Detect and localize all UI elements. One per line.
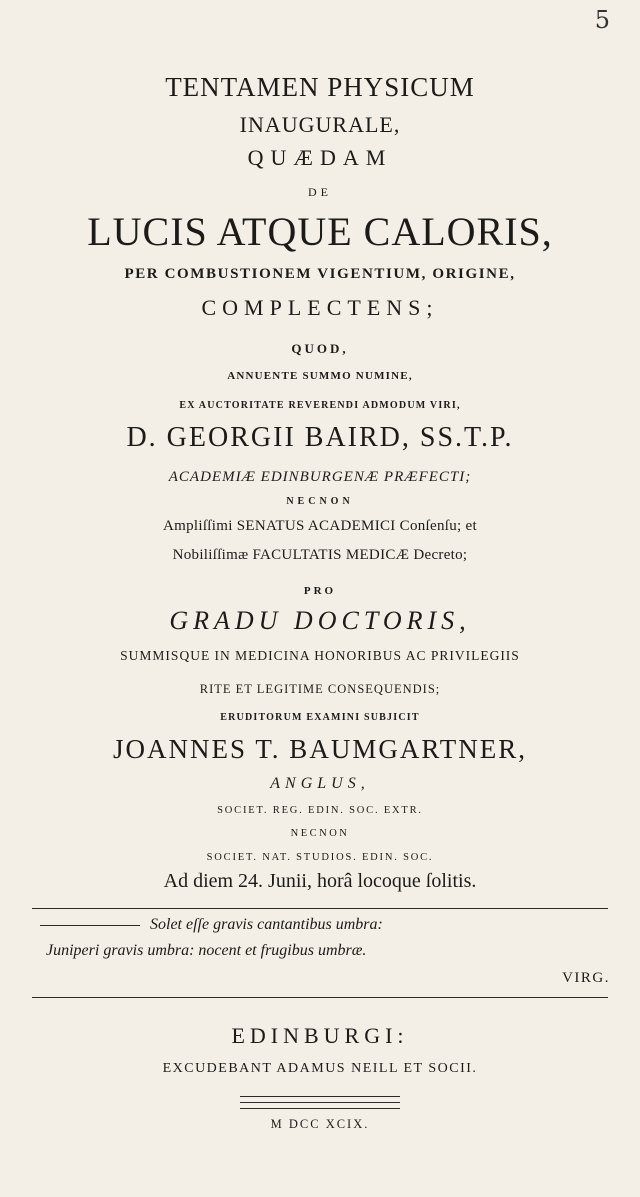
pro-line: PRO: [303, 585, 337, 597]
society-line-1: SOCIET. REG. EDIN. SOC. EXTR.: [217, 805, 423, 816]
imprint-printer: EXCUDEBANT ADAMUS NEILL ET SOCII.: [162, 1061, 478, 1076]
author-nationality: ANGLUS,: [270, 775, 370, 792]
necnon-line-2: NECNON: [290, 828, 350, 839]
top-rule: [32, 908, 608, 909]
auctoritate-line: EX AUCTORITATE REVERENDI ADMODUM VIRI,: [179, 400, 461, 411]
imprint-date: M DCC XCIX.: [270, 1117, 370, 1131]
degree-heading: GRADU DOCTORIS,: [169, 606, 471, 635]
society-line-2: SOCIET. NAT. STUDIOS. EDIN. SOC.: [206, 852, 434, 863]
annuente-line: ANNUENTE SUMMO NUMINE,: [227, 370, 413, 382]
page-number: 5: [594, 6, 610, 34]
quaedam-line: QUÆDAM: [247, 145, 393, 170]
topic-heading: LUCIS ATQUE CALORIS,: [87, 209, 553, 254]
bottom-rule: [32, 997, 608, 998]
thesis-subtitle: INAUGURALE,: [239, 112, 401, 137]
necnon-line-1: NECNON: [286, 496, 354, 507]
senatus-line: Ampliſſimi SENATUS ACADEMICI Conſenſu; et: [163, 518, 477, 534]
epigraph-attribution: VIRG.: [562, 970, 610, 986]
verse-dash: [40, 925, 140, 926]
facultatis-line: Nobiliſſimæ FACULTATIS MEDICÆ Decreto;: [172, 547, 468, 563]
rite-line: RITE ET LEGITIME CONSEQUENDIS;: [199, 682, 441, 696]
topic-subheading: PER COMBUSTIONEM VIGENTIUM, ORIGINE,: [124, 266, 516, 282]
academiae-line: ACADEMIÆ EDINBURGENÆ PRÆFECTI;: [168, 469, 472, 485]
honoribus-line: SUMMISQUE IN MEDICINA HONORIBUS AC PRIVILEGIIS: [120, 648, 520, 663]
principal-name: D. GEORGII BAIRD, SS.T.P.: [126, 422, 514, 453]
complectens-line: COMPLECTENS;: [201, 295, 439, 320]
author-name: JOANNES T. BAUMGARTNER,: [113, 734, 527, 764]
date-line: Ad diem 24. Junii, horâ locoque ſolitis.: [163, 870, 477, 892]
examini-line: ERUDITORUM EXAMINI SUBJICIT: [220, 712, 420, 723]
epigraph-line-2: Juniperi gravis umbra: nocent et frugibus umbræ.: [46, 942, 367, 959]
epigraph-line-1: Solet eſſe gravis cantantibus umbra:: [150, 916, 383, 933]
imprint-city: EDINBURGI:: [231, 1023, 409, 1048]
de-line: DE: [308, 185, 332, 199]
ornamental-rule: [240, 1092, 400, 1110]
thesis-title: TENTAMEN PHYSICUM: [165, 72, 475, 102]
quod-line: QUOD,: [291, 341, 349, 356]
